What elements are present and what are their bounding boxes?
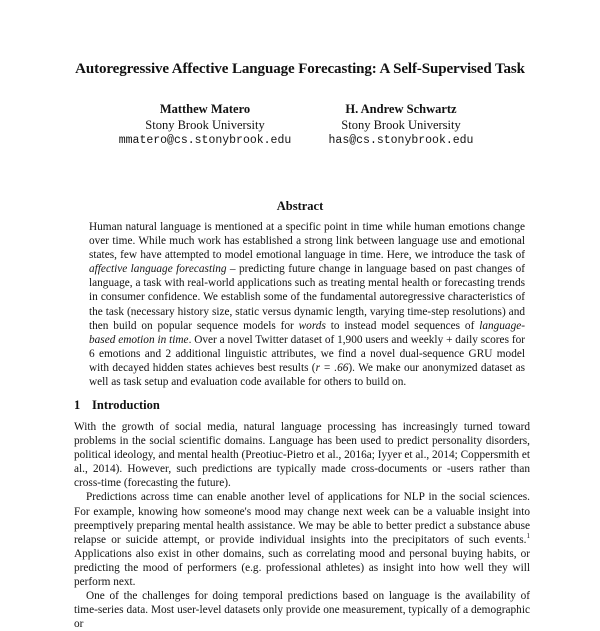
author-email: mmatero@cs.stonybrook.edu [118,134,292,147]
paragraph: With the growth of social media, natural language processing has increasingly turned toward problems in the social scientific domains. Language has been used to predict personality disorders, political ideology, and mental health (Preotiuc-Pietro et al., 2016a; Iyyer et al., 2014; Coppersmith et al., 2014). However, such predictions are typically made cross-documents or -users rather than cross-time (forecasting the future). [74,421,530,490]
paragraph-segment: Applications also exist in other domains, such as correlating mood and personal buying habits, or predicting the mood of performers (e.g. professional athletes) as insight into how well they will perform next. [74,547,530,589]
author-name: H. Andrew Schwartz [345,102,457,116]
abstract-heading: Abstract [276,199,324,213]
section-heading [74,398,160,413]
author-block-1 [95,101,315,149]
author-email: has@cs.stonybrook.edu [328,134,474,147]
paragraph-segment: Predictions across time can enable another level of applications for NLP in the social sciences. For example, knowing how someone's mood may change next week can be a valuable insight into preemptively preparing mental health assistance. We may be able to better predict a substance abuse relapse or suicide attempt, or provide individual insights into the precipitators of such events. [74,491,530,546]
abstract-term: words [298,319,326,332]
abstract-math: r = .66 [315,361,349,374]
introduction-text [74,420,530,631]
abstract-text [89,220,525,389]
abstract-segment: to instead model sequences of [325,319,480,332]
abstract-segment: ). We make our anonymized dataset as well as task setup and evaluation code available for others to build on. [89,361,526,389]
footnote-marker: 1 [526,531,530,540]
abstract-segment: – predicting future change in language based on past changes of language, a task with real-world applications such as treating mental health or forecasting trends in consumer confidence. We establish some of the fundamental autoregressive characteristics of the task (necessary history size, static versus dynamic length, varying time-step resolutions) and then build on popular sequence models for [89,263,525,332]
section-number: 1 [74,398,81,412]
author-institution: Stony Brook University [145,118,265,132]
author-block-2 [291,101,511,149]
abstract-term: language-based emotion in time [89,319,525,346]
paragraph: One of the challenges for doing temporal predictions based on language is the availability of time-series data. Most user-level datasets only provide one measurement, typically of a demographic or [74,590,530,631]
paper-title: Autoregressive Affective Language Forecasting: A Self-Supervised Task [75,61,525,77]
abstract-segment: Human natural language is mentioned at a specific point in time while human emotions change over time. While much work has established a strong link between language use and emotional states, few have attempted to model emotional language in time. Here, we introduce the task of [89,221,525,262]
paragraph [74,490,530,589]
abstract-segment: . Over a novel Twitter dataset of 1,900 users and weekly + daily scores for 6 emotions and 2 additional linguistic attributes, we find a novel dual-sequence GRU model with decayed hidden states achieves best results ( [89,333,525,374]
author-institution: Stony Brook University [341,118,461,132]
abstract-term: affective language forecasting [89,263,227,276]
section-title: Introduction [92,398,160,412]
author-name: Matthew Matero [159,102,251,116]
